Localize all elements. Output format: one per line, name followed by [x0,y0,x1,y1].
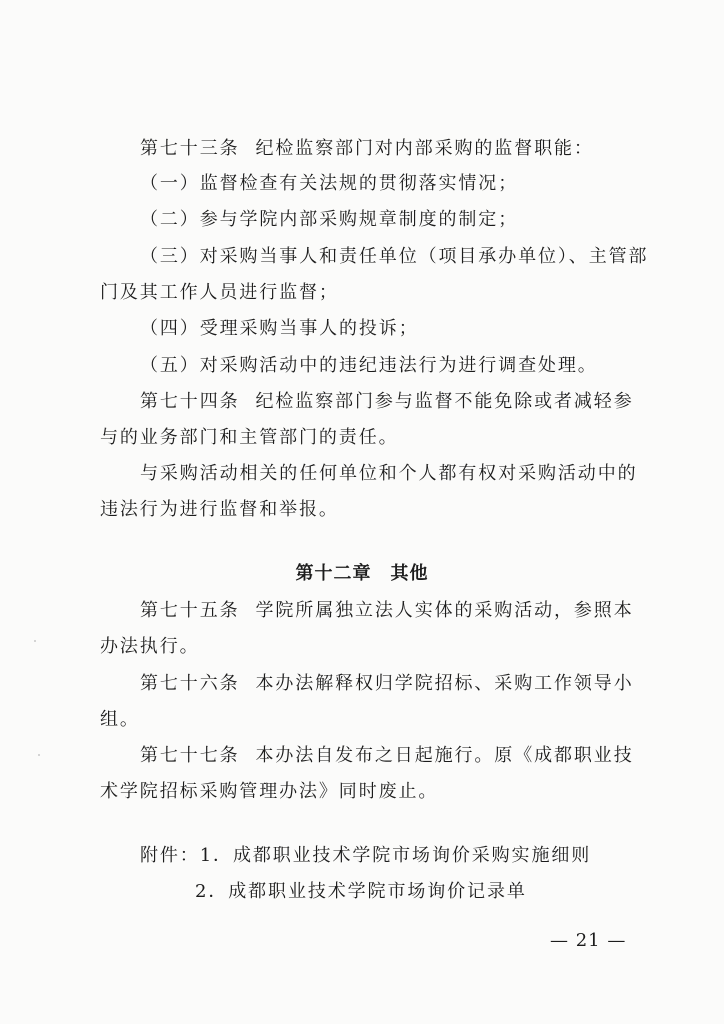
article-number: 第七十七条 [140,745,240,766]
article-text: 纪检监察部门参与监督不能免除或者减轻参 [255,391,634,412]
attachments [140,844,591,868]
list-item: （二）参与学院内部采购规章制度的制定； [140,209,519,230]
list-item-continuation: 门及其工作人员进行监督； [100,282,339,303]
scan-speck [34,640,36,642]
article-75-line-2: 办法执行。 [100,636,200,657]
list-item: （三）对采购当事人和责任单位（项目承办单位）、主管部 [140,246,649,267]
article-text: 本办法解释权归学院招标、采购工作领导小 [255,673,634,694]
chapter-heading: 第十二章 其他 [295,563,429,584]
page-number: — 21 — [550,930,627,951]
attachment-item: 1．成都职业技术学院市场询价采购实施细则 [199,845,592,866]
article-number: 第七十三条 [140,138,240,159]
article-74-line-2: 与的业务部门和主管部门的责任。 [100,427,399,448]
article-number: 第七十五条 [140,600,240,621]
attachment-item: 2．成都职业技术学院市场询价记录单 [195,881,527,902]
list-item: （四）受理采购当事人的投诉； [140,318,419,339]
article-number: 第七十四条 [140,391,240,412]
article-77-line-2: 术学院招标采购管理办法》同时废止。 [100,781,439,802]
article-text: 纪检监察部门对内部采购的监督职能： [255,138,594,159]
article-number: 第七十六条 [140,673,240,694]
scan-speck [38,754,40,756]
article-74-para-2-line-2: 违法行为进行监督和举报。 [100,499,339,520]
article-76-line-2: 组。 [100,709,140,730]
article-74-para-2-line-1: 与采购活动相关的任何单位和个人都有权对采购活动中的 [140,463,638,484]
article-75-line-1 [140,599,634,623]
article-74-line-1 [140,390,634,414]
list-item: （一）监督检查有关法规的贯彻落实情况； [140,173,519,194]
article-text: 学院所属独立法人实体的采购活动，参照本 [255,600,634,621]
article-76-line-1 [140,672,634,696]
list-item: （五）对采购活动中的违纪违法行为进行调查处理。 [140,355,598,376]
article-text: 本办法自发布之日起施行。原《成都职业技 [255,745,634,766]
article-77-line-1 [140,744,634,768]
article-73-heading [140,137,594,161]
attachments-label: 附件： [140,845,200,866]
